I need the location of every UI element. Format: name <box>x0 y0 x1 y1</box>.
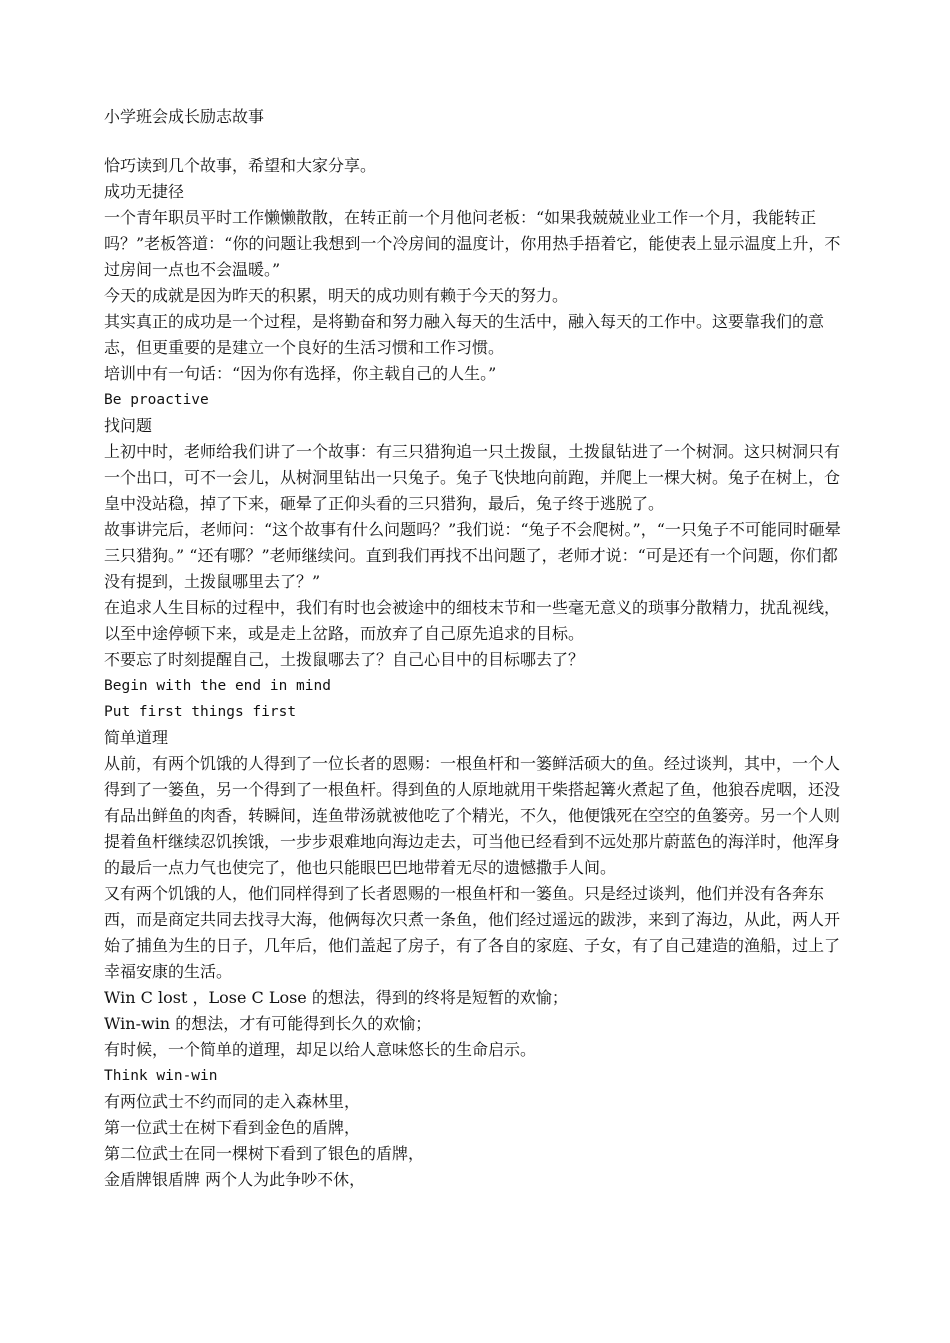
paragraph: Win-win 的想法，才有可能得到长久的欢愉； <box>104 1014 432 1033</box>
paragraph: 上初中时，老师给我们讲了一个故事：有三只猎狗追一只土拨鼠，土拨鼠钻进了一个树洞。这只树洞只有一个出口，可不一会儿，从树洞里钻出一只兔子。兔子飞快地向前跑，并爬上一棵大树。兔子在树上，仓皇中没站稳，掉了下来，砸晕了正仰头看的三只猎狗，最后，兔子终于逃脱了。 <box>104 442 841 513</box>
paragraph: 今天的成就是因为昨天的积累，明天的成功则有赖于今天的努力。 <box>104 286 569 305</box>
paragraph: 简单道理 <box>104 728 169 747</box>
paragraph: 一个青年职员平时工作懒懒散散，在转正前一个月他问老板：“如果我兢兢业业工作一个月，我能转正吗？”老板答道：“你的问题让我想到一个冷房间的温度计，你用热手捂着它，能使表上显示温度上升，不过房间一点也不会温暖。” <box>104 208 841 279</box>
paragraph: 培训中有一句话：“因为你有选择，你主载自己的人生。” <box>104 364 497 383</box>
paragraph: 不要忘了时刻提醒自己，土拨鼠哪去了？自己心目中的目标哪去了？ <box>104 650 585 669</box>
paragraph: 有时候，一个简单的道理，却足以给人意味悠长的生命启示。 <box>104 1040 537 1059</box>
paragraph: 成功无捷径 <box>104 182 185 201</box>
paragraph: 在追求人生目标的过程中，我们有时也会被途中的细枝末节和一些毫无意义的琐事分散精力，扰乱视线，以至中途停顿下来，或是走上岔路，而放弃了自己原先追求的目标。 <box>104 598 841 643</box>
paragraph: Win C lost ，Lose C Lose 的想法，得到的终将是短暂的欢愉； <box>104 988 568 1007</box>
paragraph: 又有两个饥饿的人，他们同样得到了长者恩赐的一根鱼杆和一篓鱼。只是经过谈判，他们并没有各奔东西，而是商定共同去找寻大海，他俩每次只煮一条鱼，他们经过遥远的跋涉，来到了海边，从此，两人开始了捕鱼为生的日子，几年后，他们盖起了房子，有了各自的家庭、子女，有了自己建造的渔船，过上了幸福安康的生活。 <box>104 884 841 981</box>
paragraph: Think win-win <box>104 1068 218 1084</box>
paragraph: 有两位武士不约而同的走入森林里， <box>104 1092 361 1111</box>
paragraph: Begin with the end in mind <box>104 678 331 694</box>
paragraph: 金盾牌银盾牌 两个人为此争吵不休， <box>104 1170 366 1189</box>
paragraph: 第二位武士在同一棵树下看到了银色的盾牌， <box>104 1144 425 1163</box>
paragraph: Be proactive <box>104 392 209 408</box>
paragraph: 故事讲完后，老师问：“这个故事有什么问题吗？”我们说：“兔子不会爬树。”，“一只兔子不可能同时砸晕三只猎狗。” “还有哪？”老师继续问。直到我们再找不出问题了，老师才说：“可是还有一个问题，你们都没有提到，土拨鼠哪里去了？” <box>104 520 841 591</box>
paragraph: Put first things first <box>104 704 297 720</box>
document-title: 小学班会成长励志故事 <box>104 107 265 126</box>
paragraph: 第一位武士在树下看到金色的盾牌， <box>104 1118 361 1137</box>
paragraph: 从前，有两个饥饿的人得到了一位长者的恩赐：一根鱼杆和一篓鲜活硕大的鱼。经过谈判，其中，一个人得到了一篓鱼，另一个得到了一根鱼杆。得到鱼的人原地就用干柴搭起篝火煮起了鱼，他狼吞虎咽，还没有品出鲜鱼的肉香，转瞬间，连鱼带汤就被他吃了个精光，不久，他便饿死在空空的鱼篓旁。另一个人则提着鱼杆继续忍饥挨饿，一步步艰难地向海边走去，可当他已经看到不远处那片蔚蓝色的海洋时，他浑身的最后一点力气也使完了，他也只能眼巴巴地带着无尽的遗憾撒手人间。 <box>104 754 841 877</box>
paragraph: 其实真正的成功是一个过程，是将勤奋和努力融入每天的生活中，融入每天的工作中。这要靠我们的意志，但更重要的是建立一个良好的生活习惯和工作习惯。 <box>104 312 825 357</box>
paragraph: 恰巧读到几个故事，希望和大家分享。 <box>104 156 377 175</box>
document-body <box>104 153 852 1193</box>
paragraph: 找问题 <box>104 416 153 435</box>
